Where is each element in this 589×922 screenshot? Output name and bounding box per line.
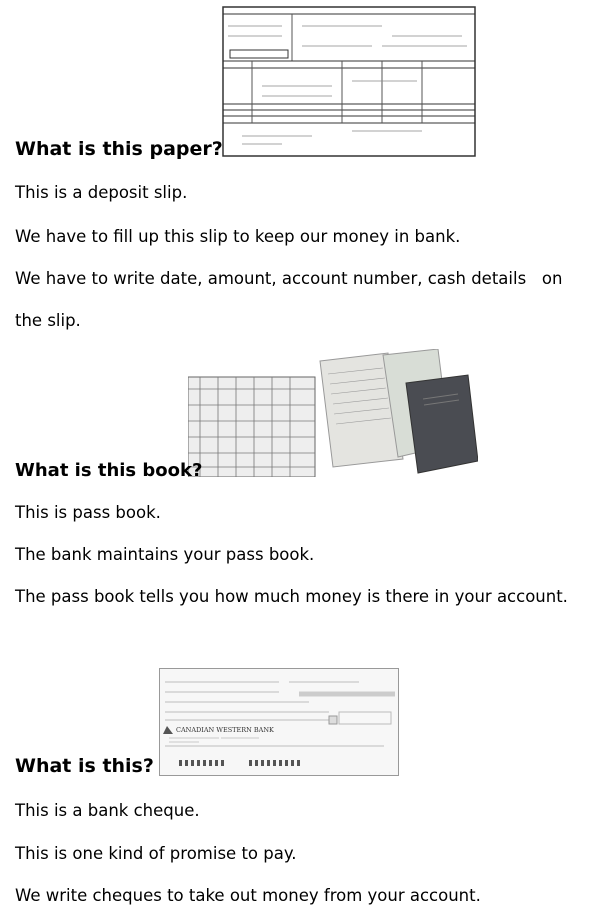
text-line: The bank maintains your pass book. bbox=[15, 545, 315, 564]
text-line: This is one kind of promise to pay. bbox=[15, 844, 297, 863]
text-line: The pass book tells you how much money is there in your account. bbox=[15, 587, 568, 606]
text-line: This is a deposit slip. bbox=[15, 183, 188, 202]
pass-book-image bbox=[188, 349, 478, 477]
text-line: the slip. bbox=[15, 311, 81, 330]
bank-cheque-image bbox=[159, 668, 399, 776]
cheque-bank-name: CANADIAN WESTERN BANK bbox=[176, 726, 274, 734]
text-line: We have to write date, amount, account number, cash details on bbox=[15, 269, 563, 288]
question-cheque: What is this? bbox=[15, 755, 154, 777]
text-line: This is pass book. bbox=[15, 503, 161, 522]
text-line: We write cheques to take out money from your account. bbox=[15, 886, 481, 905]
question-pass-book: What is this book? bbox=[15, 460, 203, 481]
question-deposit-slip: What is this paper? bbox=[15, 138, 223, 160]
text-line: We have to fill up this slip to keep our money in bank. bbox=[15, 227, 461, 246]
text-line: This is a bank cheque. bbox=[15, 801, 200, 820]
deposit-slip-image bbox=[222, 6, 476, 157]
